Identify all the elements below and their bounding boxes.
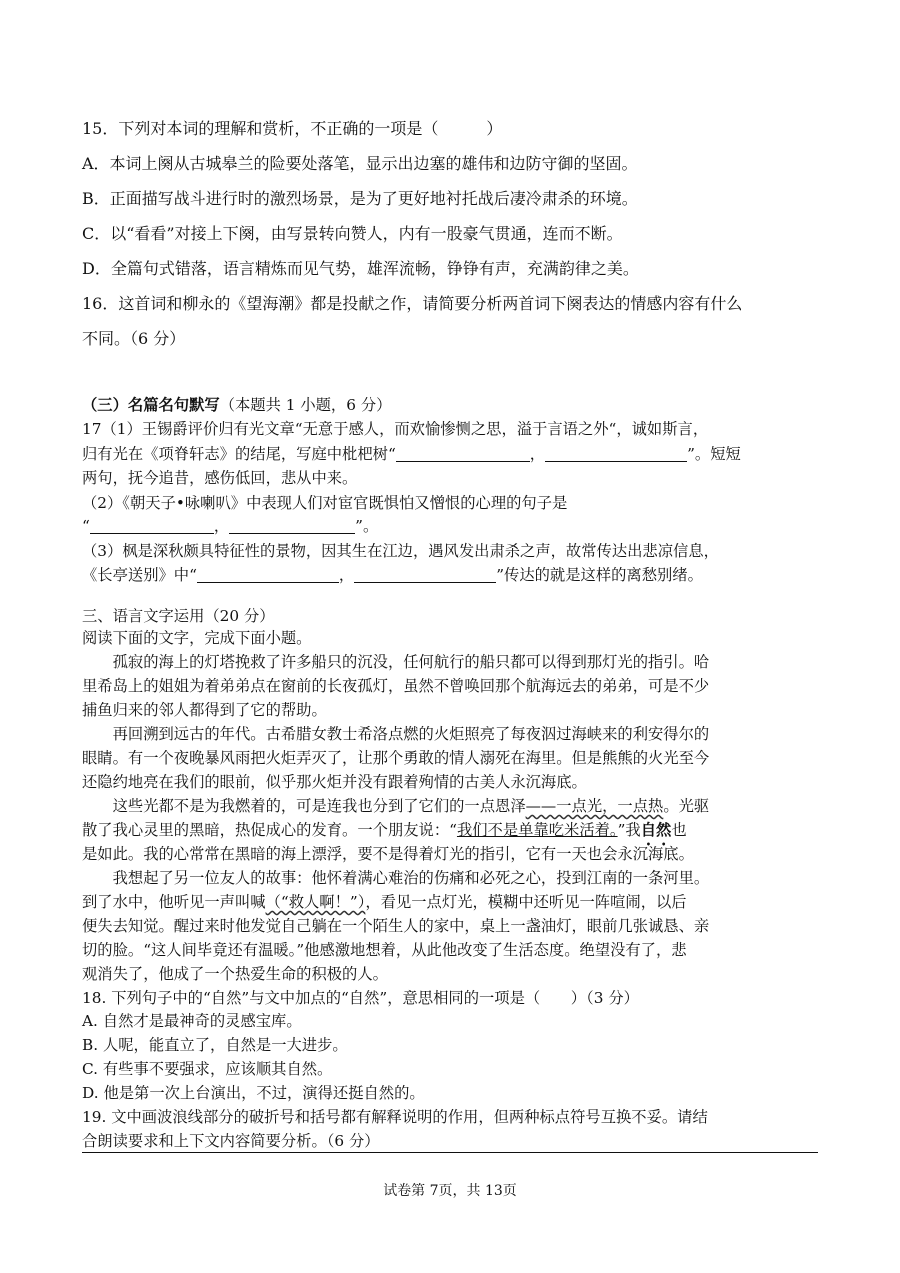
answer-blank[interactable] xyxy=(229,517,355,534)
part-3-heading: 三、语言文字运用（20 分） xyxy=(82,607,275,625)
q19-line-1: 19. 文中画波浪线部分的破折号和括号都有解释说明的作用，但两种标点符号互换不妥。请结 xyxy=(82,1108,708,1126)
q18-option-d: D. 他是第一次上台演出，不过，演得还挺自然的。 xyxy=(82,1084,425,1102)
passage-text: ，看见一点灯光，模糊中还听见一阵喧闹，以后 xyxy=(365,893,687,911)
passage-line: 还隐约地亮在我们的眼前，似乎那火炬并没有跟着殉情的古美人永沉海底。 xyxy=(82,773,587,791)
q15-option-b: B．正面描写战斗进行时的激烈场景，是为了更好地衬托战后凄冷肃杀的环境。 xyxy=(82,189,638,208)
dotted-word-ziran: 自然 xyxy=(640,821,672,839)
comma: ， xyxy=(213,517,230,535)
q17-3-text: 《长亭送别》中“ xyxy=(82,566,197,584)
q18-option-b: B. 人呢，能直立了，自然是一大进步。 xyxy=(82,1036,348,1054)
passage-line xyxy=(82,891,687,913)
underlined-quote: 我们不是单靠吃米活着。 xyxy=(456,821,618,839)
passage-text: 。光驱 xyxy=(663,797,710,815)
answer-blank[interactable] xyxy=(90,517,214,534)
q15-stem: 15．下列对本词的理解和赏析，不正确的一项是（ ） xyxy=(82,119,503,138)
close-quote: ”。 xyxy=(355,517,379,535)
q18-option-a: A. 自然才是最神奇的灵感宝库。 xyxy=(82,1012,302,1030)
passage-text: 这些光都不是为我燃着的，可是连我也分到了它们的一点恩泽 xyxy=(82,797,526,815)
q17-1-tail: ”。短短 xyxy=(687,445,741,463)
wavy-underlined-text: ——一点光，一点热 xyxy=(525,797,664,815)
q15-option-c: C．以“看看”对接上下阕，由写景转向赞人，内有一股豪气贯通，连而不断。 xyxy=(82,224,623,243)
passage-line xyxy=(82,795,709,817)
answer-blank[interactable] xyxy=(197,566,339,583)
passage-line: 我想起了另一位友人的故事：他怀着满心难治的伤痛和必死之心，投到江南的一条河里。 xyxy=(82,869,710,887)
q18-option-c: C. 有些事不要强求，应该顺其自然。 xyxy=(82,1060,333,1078)
passage-line: 是如此。我的心常常在黑暗的海上漂浮，要不是得着灯光的指引，它有一天也会永沉海底。 xyxy=(82,845,694,863)
q17-2-line-1: （2）《朝天子•咏喇叭》中表现人们对宦官既惧怕又憎恨的心理的句子是 xyxy=(82,494,568,512)
part-3-instruction: 阅读下面的文字，完成下面小题。 xyxy=(82,629,312,647)
passage-line: 里希岛上的姐姐为着弟弟点在窗前的长夜孤灯，虽然不曾唤回那个航海远去的弟弟，可是不少 xyxy=(82,677,710,695)
q18-stem: 18. 下列句子中的“自然”与文中加点的“自然”，意思相同的一项是（ ）（3 分） xyxy=(82,989,639,1007)
q15-option-d: D．全篇句式错落，语言精炼而见气势，雄浑流畅，铮铮有声，充满韵律之美。 xyxy=(82,259,639,278)
passage-line: 便失去知觉。醒过来时他发觉自己躺在一个陌生人的家中，桌上一盏油灯，眼前几张诚恳、亲 xyxy=(82,917,710,935)
passage-line: 切的脸。“这人间毕竟还有温暖。”他感激地想着，从此他改变了生活态度。绝望没有了，悲 xyxy=(82,941,687,959)
q19-line-2: 合朗读要求和上下文内容简要分析。（6 分） xyxy=(82,1132,380,1150)
page-footer: 试卷第 7页，共 13页 xyxy=(383,1183,517,1199)
q17-1-line-3: 两句，抚今追昔，感伤低回，悲从中来。 xyxy=(82,469,358,487)
passage-text: 散了我心灵里的黑暗，热促成心的发育。一个朋友说：“ xyxy=(82,821,457,839)
q17-2-line-2 xyxy=(82,515,378,537)
q17-3-tail: ”传达的就是这样的离愁别绪。 xyxy=(496,566,703,584)
section-3-heading xyxy=(82,394,391,416)
q17-3-line-2 xyxy=(82,564,703,586)
q17-1-line-2 xyxy=(82,443,741,465)
passage-line: 再回溯到远古的年代。古希腊女教士希洛点燃的火炬照亮了每夜泅过海峡来的利安得尔的 xyxy=(82,725,710,743)
section-3-note: （本题共 1 小题，6 分） xyxy=(219,396,392,414)
q16-line-2: 不同。（6 分） xyxy=(82,329,186,348)
passage-line: 观消失了，他成了一个热爱生命的积极的人。 xyxy=(82,965,388,983)
open-quote: “ xyxy=(82,517,90,535)
passage-line: 孤寂的海上的灯塔挽救了许多船只的沉没，任何航行的船只都可以得到那灯光的指引。哈 xyxy=(82,653,710,671)
wavy-underlined-text: （“救人啊！”） xyxy=(265,893,366,911)
passage-text: 到了水中，他听见一声叫喊 xyxy=(82,893,266,911)
section-3-title: （三）名篇名句默写 xyxy=(82,396,220,414)
comma: ， xyxy=(338,566,355,584)
q16-line-1: 16．这首词和柳永的《望海潮》都是投献之作，请简要分析两首词下阕表达的情感内容有什么 xyxy=(82,294,743,313)
comma: ， xyxy=(529,445,546,463)
answer-blank[interactable] xyxy=(545,445,687,462)
q17-1-line-1: 17（1）王锡爵评价归有光文章“无意于感人，而欢愉惨恻之思，溢于言语之外“，诚如斯言， xyxy=(82,420,709,438)
passage-text: ”我 xyxy=(617,821,641,839)
q15-option-a: A．本词上阕从古城皋兰的险要处落笔，显示出边塞的雄伟和边防守御的坚固。 xyxy=(82,154,638,173)
passage-text: 也 xyxy=(671,821,687,839)
q17-3-line-1: （3）枫是深秋颇具特征性的景物，因其生在江边，遇风发出肃杀之声，故常传达出悲凉信息， xyxy=(82,542,719,560)
footer-divider xyxy=(82,1152,818,1153)
answer-blank[interactable] xyxy=(396,445,530,462)
q17-1-text: 归有光在《项脊轩志》的结尾，写庭中枇杷树“ xyxy=(82,445,396,463)
answer-blank[interactable] xyxy=(354,566,496,583)
passage-line: 捕鱼归来的邻人都得到了它的帮助。 xyxy=(82,701,327,719)
passage-line: 眼睛。有一个夜晚暴风雨把火炬弄灭了，让那个勇敢的情人溺死在海里。但是熊熊的火光至今 xyxy=(82,749,710,767)
